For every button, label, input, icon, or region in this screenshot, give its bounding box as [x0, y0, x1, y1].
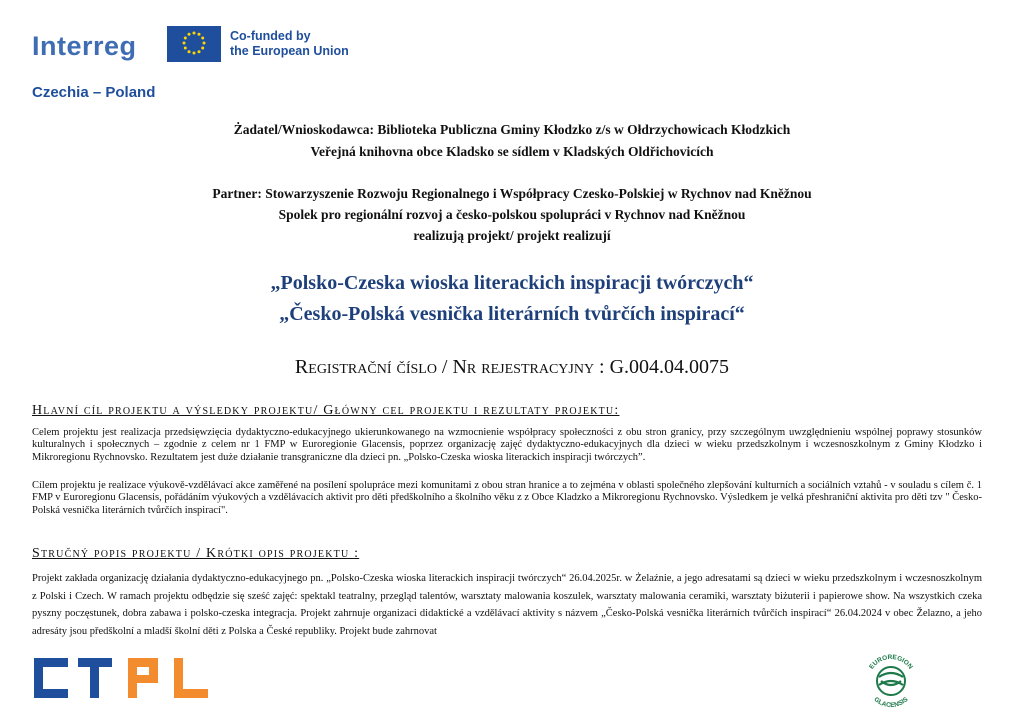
- partner-cz: Spolek pro regionální rozvoj a česko-polskou spolupráci v Rychnov nad Kněžnou: [278, 207, 746, 222]
- euroregion-top-text: EUROREGION: [868, 653, 914, 671]
- partner-pl: Partner: Stowarzyszenie Rozwoju Regionalnego i Współpracy Czesko-Polskiej w Rychnov nad Kněžnou: [212, 186, 812, 201]
- registration-number: Registrační číslo / Nr rejestracyjny : G.004.04.0075: [294, 356, 730, 378]
- interreg-wordmark: Interreg: [32, 31, 137, 61]
- goal-text-cz: Cílem projektu je realizace výukově-vzdělávací akce zaměřené na posílení spolupráce mezi komunitami z obou stran hranice a to zejména v oblasti společného zlepšování kulturních a sociálních vztahů - v souladu s cílem č. 1 FMP v Euroregionu Glacensis, pořádáním výukových a vzdělávacích aktivit pro děti předškolního a školního věku z z Obce Kladzko a Mikroregionu Rychnovsko. Výsledkem je velká přeshraniční aktivita pro děti tzv " Česko-Polská vesnička literárních tvůrčích inspirací".: [32, 480, 982, 516]
- svg-text:GLACENSIS: [873, 696, 910, 709]
- goal-heading: Hlavní cíl projektu a výsledky projektu/ Główny cel projektu i rezultaty projektu:: [32, 403, 620, 418]
- svg-text:EUROREGION: [868, 654, 914, 671]
- cz-pl-logo: [34, 656, 214, 705]
- realize-line: realizują projekt/ projekt realizují: [413, 228, 611, 243]
- goal-text-pl: Celem projektu jest realizacja przedsięwzięcia dydaktyczno-edukacyjnego ukierunkowanego na wzmocnienie współpracy społeczności z obu stron granicy, przy szczególnym uwzględnieniu wspólnej poprawy stosunków kulturalnych i społecznych – zgodnie z celem nr 1 FMP w Euroregionie Glacensis, poprzez organizację zajęć dydaktyczno-edukacyjnych dla dzieci w wieku przedszkolnym i wczesnoszkolnym z Gminy Kłodzko i Mikroregionu Rychnovsko. Rezultatem jest duże działanie transgraniczne dla dzieci pn. „Polsko-Czeska wioska literackich inspiracji twórczych”.: [32, 427, 982, 463]
- cofunded-line-1: Co-funded by: [230, 29, 311, 43]
- project-title-cz: „Česko-Polská vesnička literárních tvůrčích inspirací“: [279, 303, 745, 325]
- applicant-pl: Żadatel/Wnioskodawca: Biblioteka Publiczna Gminy Kłodzko z/s w Ołdrzychowicach Kłodzkich: [233, 122, 791, 137]
- eu-flag-icon: [167, 26, 221, 62]
- applicant-cz: Veřejná knihovna obce Kladsko se sídlem v Kladských Oldřichovicích: [310, 144, 714, 159]
- euroregion-bottom-text: GLACENSIS: [872, 696, 910, 710]
- description-heading: Stručný popis projektu / Krótki opis projektu :: [32, 546, 360, 561]
- description-text: Projekt zakłada organizację działania dydaktyczno-edukacyjnego pn. „Polsko-Czeska wioska literackich inspiracji twórczych“ 26.04.2025r. w Żelaźnie, a jego adresatami są dzieci w wieku przedszkolnym i wczesnoszkolnym z Polski i Czech. W ramach projektu odbędzie się sześć zajęć: spektakl teatralny, przegląd talentów, warsztaty malowania koszulek, warsztaty malowania ceramiki, warsztaty biżuterii i papierowe show. Na wszystkich czeka pyszny poczęstunek, dobra zabawa i polsko-czeska integracja. Projekt zahrnuje organizaci didaktické a vzdělávací aktivity s názvem „Česko-Polská vesnička literárních tvůrčích inspirací“ 26.04.2024 v obec Želazno, a jeho adresáty jsou předškolní a mladší školní děti z Polska a České republiky. Projekt bude zahrnovat: [32, 573, 982, 637]
- cofunded-text: [230, 29, 349, 59]
- project-title-pl: „Polsko-Czeska wioska literackich inspiracji twórczych“: [270, 272, 754, 294]
- cofunded-line-2: the European Union: [230, 44, 349, 58]
- euroregion-glacensis-logo: [859, 651, 923, 716]
- programme-region: Czechia – Poland: [32, 84, 156, 101]
